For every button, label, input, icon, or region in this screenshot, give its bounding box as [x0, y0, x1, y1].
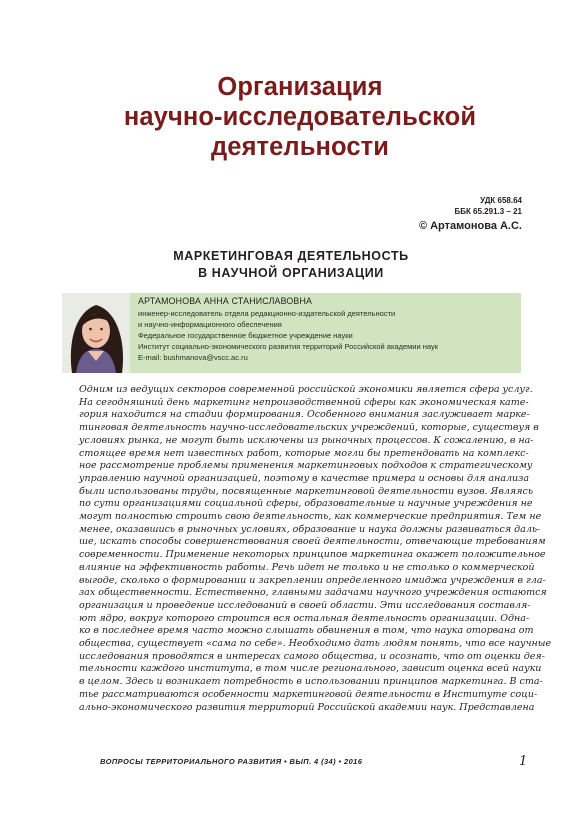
abstract-line: выгоде, сколько о формировании и закреплении определенного имиджа учреждения в гла-: [79, 574, 546, 586]
abstract-line: общества, существует «сама по себе». Необходимо дать людям понять, что все научные: [79, 638, 552, 650]
abstract-line: ально-экономического развития территорий Российской академии наук. Представлена: [79, 701, 535, 713]
section-title: [60, 72, 540, 162]
abstract-line: ют ядро, вокруг которого строится вся остальная деятельность организации. Одна-: [79, 612, 530, 624]
bbk-code: ББК 65.291.3 – 21: [454, 207, 522, 216]
page-number: 1: [519, 754, 528, 769]
section-title-line-3: деятельности: [211, 133, 389, 161]
abstract: [79, 384, 552, 714]
abstract-line: Одним из ведущих секторов современной российской экономики является сфера услуг.: [79, 384, 533, 395]
abstract-line: ко в последнее время часто можно слышать обвинения в том, что наука оторвана от: [79, 625, 534, 637]
abstract-line: тье рассматриваются особенности маркетинговой деятельности в Институте соци-: [79, 688, 538, 700]
author-info: [130, 293, 438, 373]
article-title-line-2: В НАУЧНОЙ ОРГАНИЗАЦИИ: [198, 266, 384, 280]
author-position-line-1: инженер-исследователь отдела редакционно-издательской деятельности: [138, 309, 396, 318]
journal-footer: ВОПРОСЫ ТЕРРИТОРИАЛЬНОГО РАЗВИТИЯ • ВЫП. 4 (34) • 2016: [100, 757, 363, 766]
author-box: [62, 293, 521, 373]
abstract-line: зах общественности. Естественно, главными задачами научного учреждения остаются: [79, 587, 547, 599]
abstract-line: тинговая деятельность научно-исследовательских учреждений, которые, существуя в: [79, 422, 539, 434]
author-institution-line-1: Федеральное государственное бюджетное учреждение науки: [138, 331, 353, 340]
abstract-line: по сути организациями социальной сферы, образовательные и научные учреждения не: [79, 498, 533, 510]
abstract-line: влияние на эффективность работы. Речь идет не только и не столько о коммерческой: [79, 561, 535, 573]
abstract-line: гория находится на стадии формирования. Особенного внимания заслуживает марке-: [79, 409, 530, 421]
abstract-line: условиях рынка, не могут быть исключены из рыночных процессов. К сожалению, в на-: [79, 434, 534, 446]
abstract-line: организация и проведение исследований в своей области. Эти исследования составля-: [79, 599, 531, 611]
abstract-line: тельности каждого института, в том числе регионального, зависит оценка всей науки: [79, 663, 542, 675]
abstract-line: ше, искать способы совершенствования своей деятельности, отвечающие требованиям: [79, 536, 546, 548]
udk-code: УДК 658.64: [480, 196, 522, 205]
copyright-notice: © Артамонова А.С.: [418, 220, 522, 232]
section-title-line-1: Организация: [217, 73, 383, 101]
abstract-line: могут полностью строить свою деятельность, как коммерческие предприятия. Тем не: [79, 511, 542, 523]
author-photo: [62, 293, 130, 373]
abstract-line: были использованы труды, посвященные маркетинговой деятельности вузов. Являясь: [79, 485, 534, 497]
author-email: E-mail: bushmanova@vscc.ac.ru: [138, 353, 248, 362]
classification-block: [419, 195, 522, 234]
abstract-line: стоящее время нет известных работ, которые могли бы претендовать на комплекс-: [79, 447, 529, 459]
abstract-line: ное рассмотрение проблемы применения маркетинговых подходов к стратегическому: [79, 460, 533, 472]
author-position-line-2: и научно-информационного обеспечения: [138, 320, 282, 329]
author-name: АРТАМОНОВА АННА СТАНИСЛАВОВНА: [138, 296, 313, 306]
article-title: [60, 248, 522, 282]
abstract-line: На сегодняшний день маркетинг непроизводственной сферы как экономическая кате-: [79, 396, 529, 408]
abstract-line: управлению научной организацией, поэтому в качестве примера и основы для анализа: [79, 472, 530, 484]
abstract-line: современности. Применение некоторых принципов маркетинга окажет положительное: [79, 549, 546, 561]
section-title-line-2: научно-исследовательской: [123, 103, 477, 131]
abstract-line: исследования проводятся в интересах самого общества, и осознать, что от оценки дея-: [79, 650, 545, 662]
author-institution-line-2: Институт социально-экономического развития территорий Российской академии наук: [138, 342, 439, 351]
abstract-line: менее, оказавшись в рыночных условиях, образование и наука должны развиваться даль-: [79, 523, 541, 535]
article-title-line-1: МАРКЕТИНГОВАЯ ДЕЯТЕЛЬНОСТЬ: [173, 249, 409, 263]
abstract-line: в целом. Здесь и возникает потребность в использовании принципов маркетинга. В ста-: [79, 676, 543, 688]
